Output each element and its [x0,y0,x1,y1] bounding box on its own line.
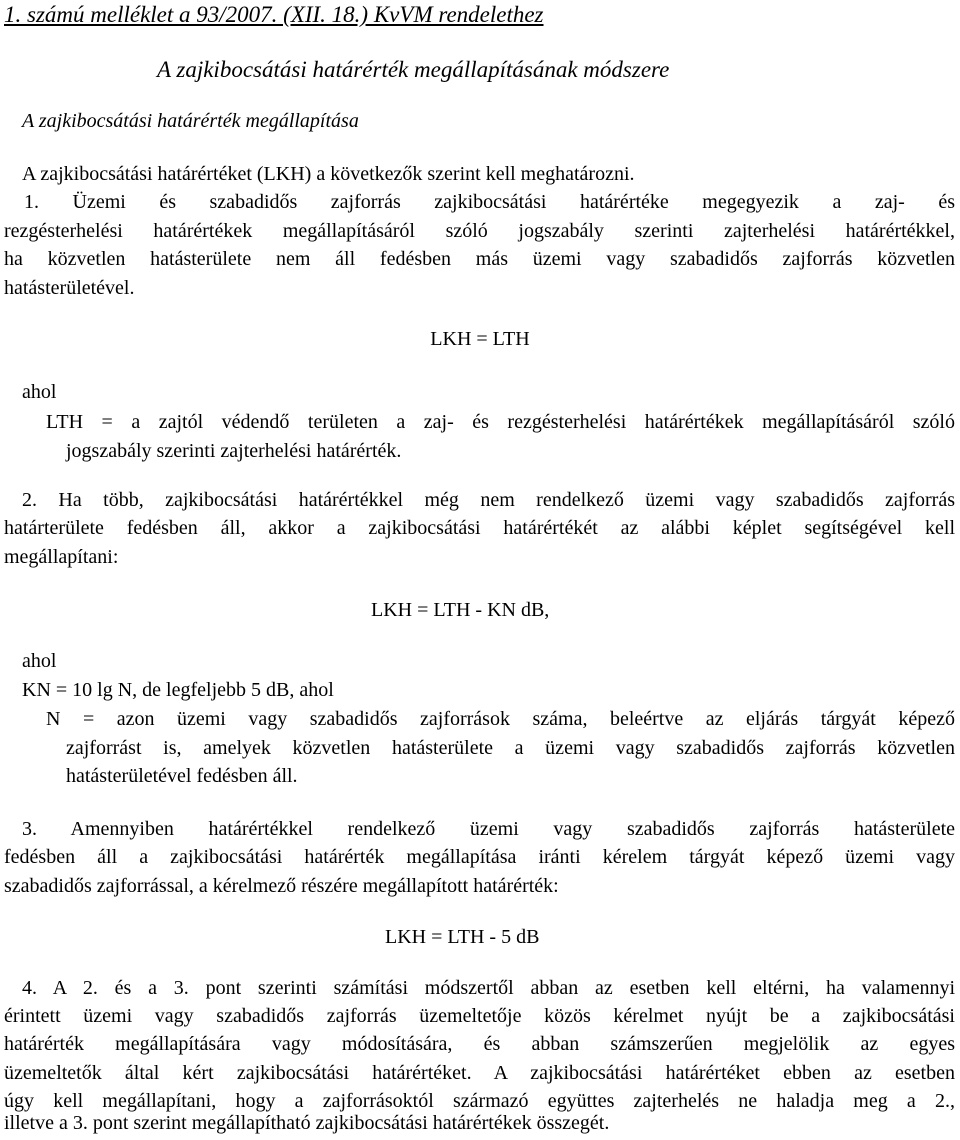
section-1-line: hatásterületével. [4,277,135,299]
formula-lkh-lth: LKH = LTH [430,328,530,350]
section-4-line: illetve a 3. pont szerint megállapítható zajkibocsátási határértékek összegét. [4,1112,610,1134]
n-definition-line: hatásterületével fedésben áll. [66,765,298,787]
section-3-line: fedésben áll a zajkibocsátási határérték megállapítása iránti kérelem tárgyát képező üzemi vagy [4,846,955,868]
section-1-line: rezgésterhelési határértékek megállapításáról szóló jogszabály szerinti zajterhelési határértékkel, [4,220,955,242]
lth-definition-line: jogszabály szerinti zajterhelési határérték. [66,440,402,462]
document-title: A zajkibocsátási határérték megállapításának módszere [157,57,670,82]
annex-reference: 1. számú melléklet a 93/2007. (XII. 18.) KvVM rendelethez [4,2,544,27]
document-subtitle: A zajkibocsátási határérték megállapítása [22,110,359,132]
section-4-line: határérték megállapítására vagy módosítására, és abban számszerűen megjelölik az egyes [4,1033,955,1055]
section-2-line: határterülete fedésben áll, akkor a zajkibocsátási határértékét az alábbi képlet segítségével kell [4,517,955,539]
section-2-line: megállapítani: [4,546,119,568]
section-4-line: 4. A 2. és a 3. pont szerinti számítási módszertől abban az esetben kell eltérni, ha valamennyi [22,977,955,999]
formula-lkh-lth-5db: LKH = LTH - 5 dB [385,926,540,948]
section-3-line: szabadidős zajforrással, a kérelmező részére megállapított határérték: [4,875,559,897]
section-3-line: 3. Amennyiben határértékkel rendelkező üzemi vagy szabadidős zajforrás hatásterülete [22,818,955,840]
n-definition-line: N = azon üzemi vagy szabadidős zajforrások száma, beleértve az eljárás tárgyát képező [46,708,955,730]
where-label: ahol [22,381,57,403]
n-definition-line: zajforrást is, amelyek közvetlen hatásterülete a üzemi vagy szabadidős zajforrás közvetlen [66,737,955,759]
section-1-line: 1. Üzemi és szabadidős zajforrás zajkibocsátási határértéke megegyezik a zaj- és [24,191,955,213]
section-2-line: 2. Ha több, zajkibocsátási határértékkel még nem rendelkező üzemi vagy szabadidős zajforrás [22,489,955,511]
intro-paragraph: A zajkibocsátási határértéket (LKH) a következők szerint kell meghatározni. [22,163,635,185]
kn-definition: KN = 10 lg N, de legfeljebb 5 dB, ahol [22,679,334,701]
formula-lkh-lth-kn: LKH = LTH - KN dB, [371,599,550,621]
lth-definition-line: LTH = a zajtól védendő területen a zaj- és rezgésterhelési határértékek megállapításáról szóló [46,411,955,433]
section-1-line: ha közvetlen hatásterülete nem áll fedésben más üzemi vagy szabadidős zajforrás közvetlen [4,248,955,270]
section-4-line: üzemeltetők által kért zajkibocsátási határértéket. A zajkibocsátási határértéket ebben az esetben [4,1062,955,1084]
where-label: ahol [22,650,57,672]
section-4-line: úgy kell megállapítani, hogy a zajforrásoktól származó együttes zajterhelés ne haladja meg a 2., [4,1090,955,1112]
section-4-line: érintett üzemi vagy szabadidős zajforrás üzemeltetője közös kérelmet nyújt be a zajkibocsátási [4,1005,955,1027]
